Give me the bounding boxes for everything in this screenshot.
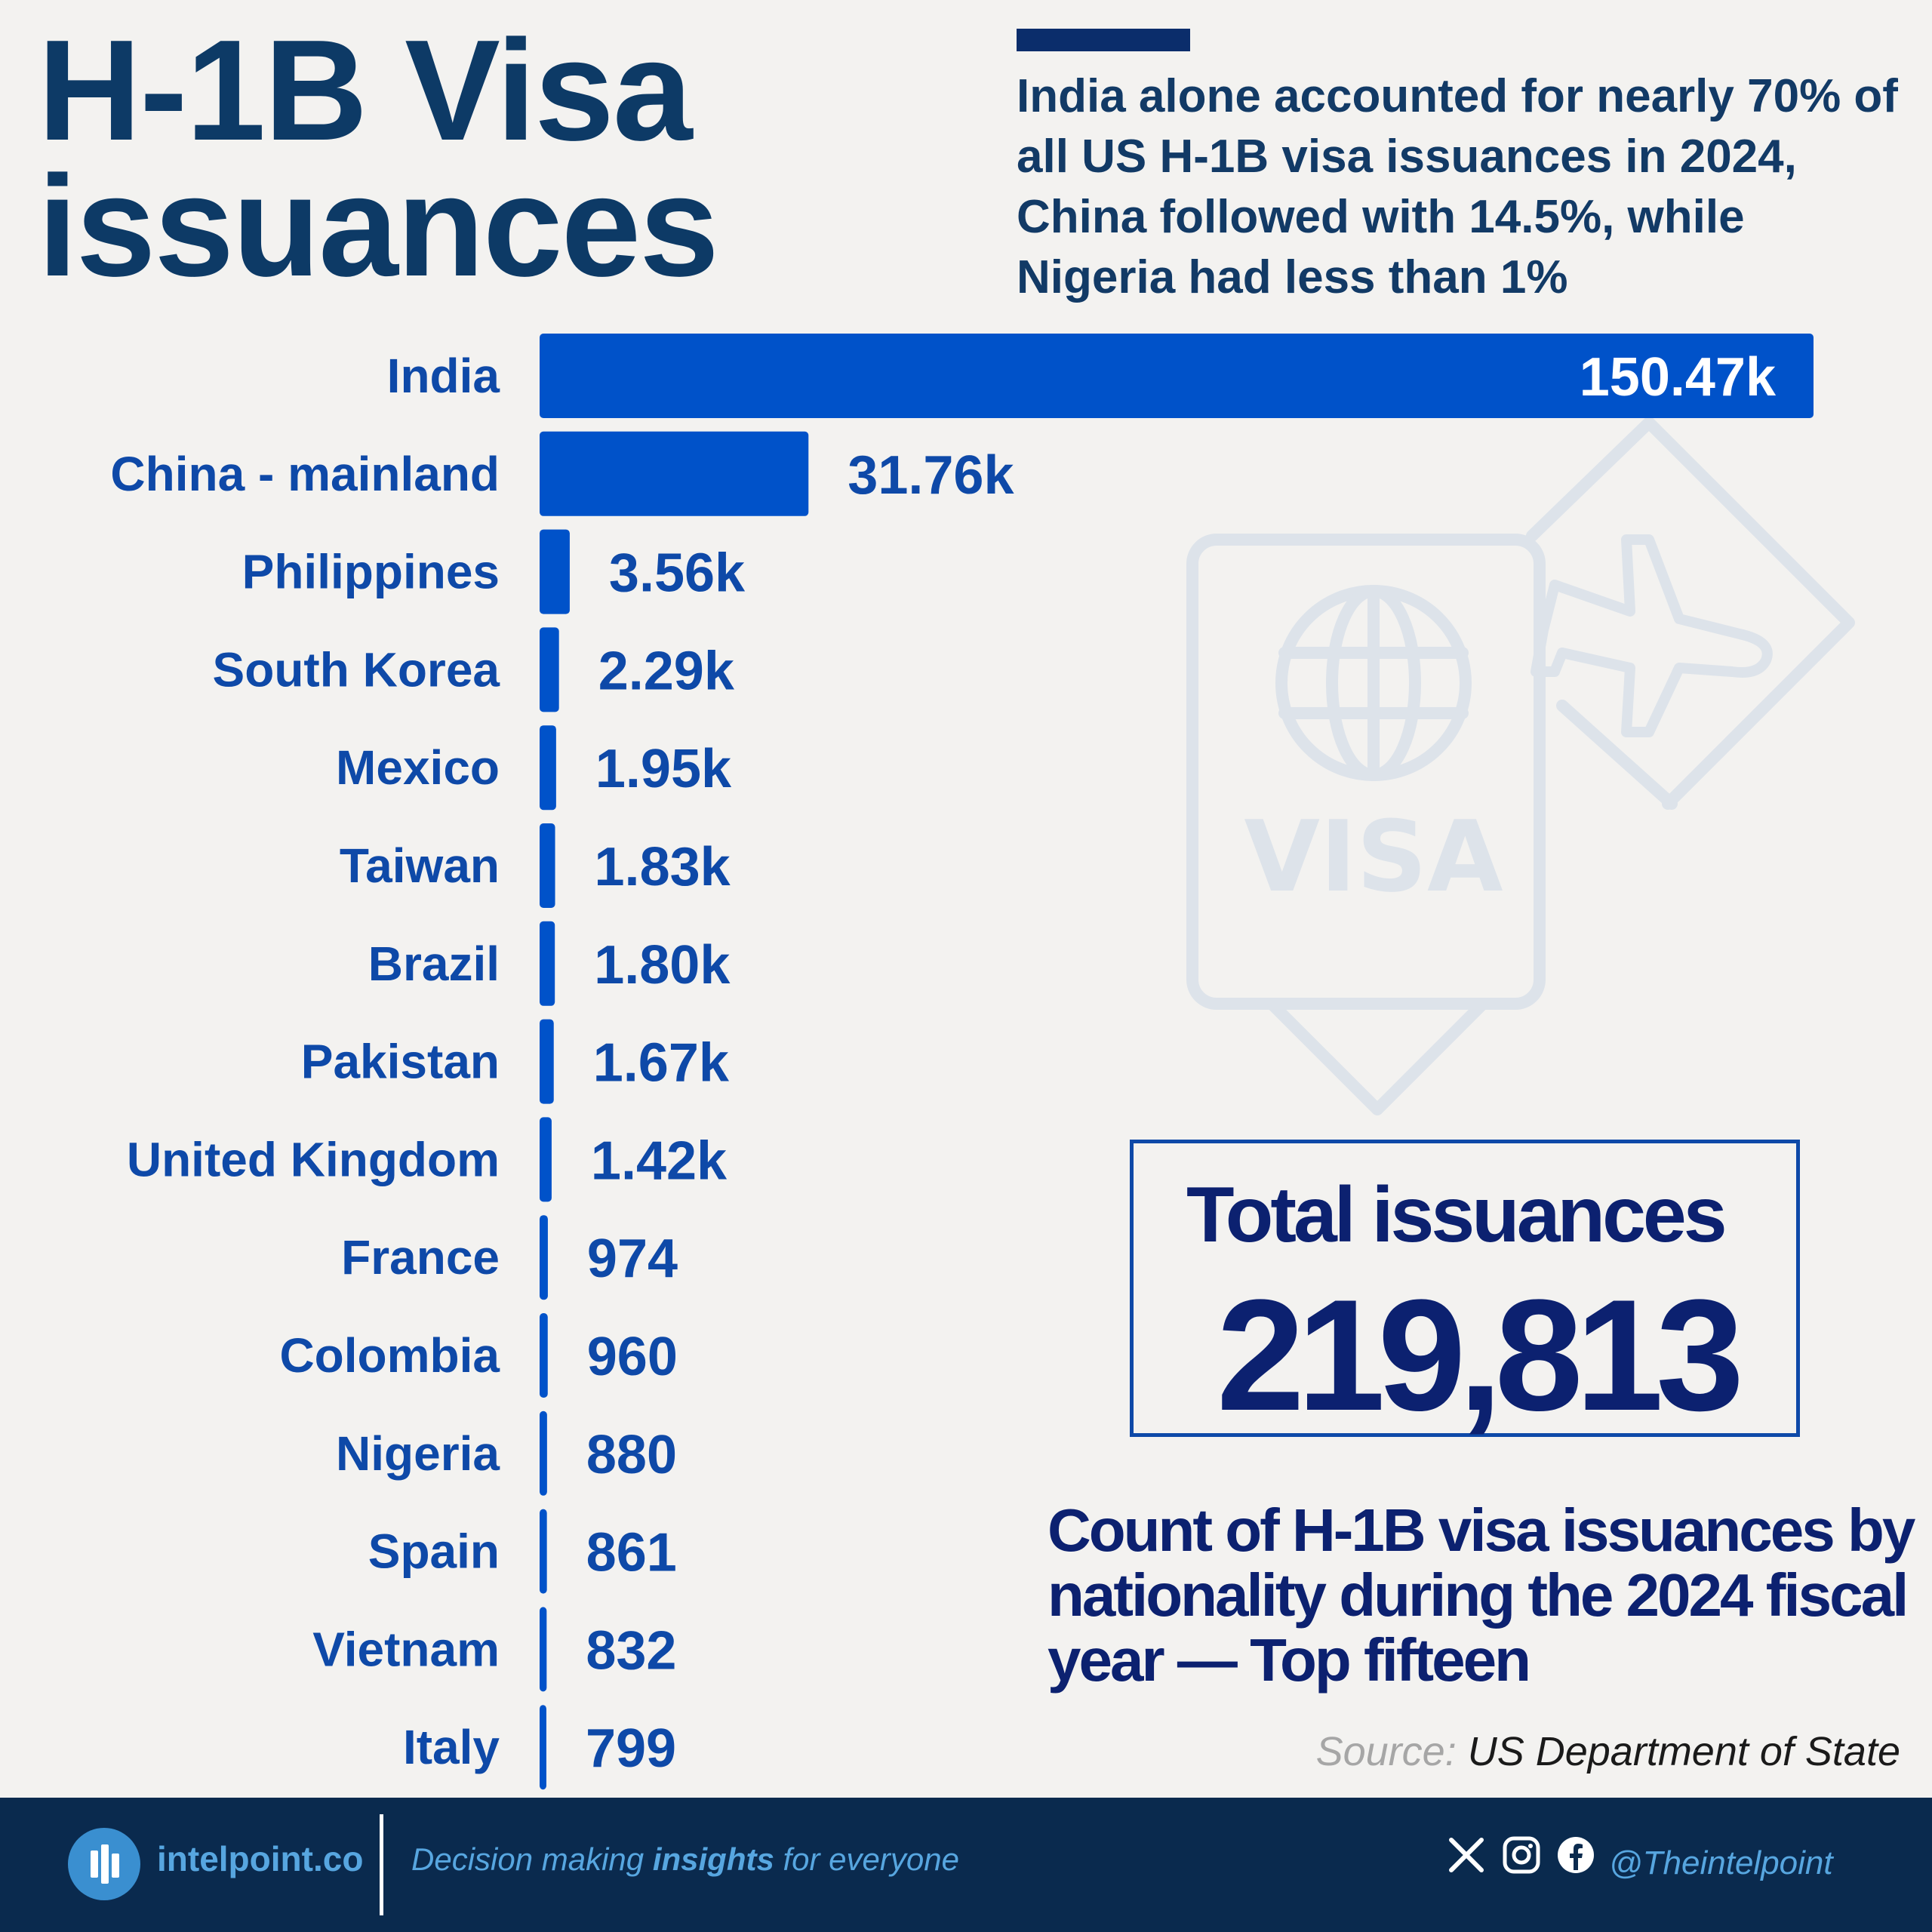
tagline-pre: Decision making <box>411 1841 653 1877</box>
value-label-united-kingdom: 1.42k <box>590 1131 728 1192</box>
title-line-1: H-1B Visa <box>38 11 691 171</box>
category-label-france: France <box>341 1230 500 1285</box>
globe-icon <box>1281 591 1466 775</box>
bar-philippines <box>540 530 570 614</box>
accent-bar <box>1017 29 1190 51</box>
instagram-icon[interactable] <box>1502 1835 1541 1875</box>
total-issuances-label: Total issuances <box>1186 1171 1724 1259</box>
category-label-brazil: Brazil <box>368 936 500 991</box>
total-issuances-value: 219,813 <box>1217 1266 1737 1444</box>
bar-italy <box>540 1705 546 1789</box>
bar-france <box>540 1215 548 1300</box>
category-label-philippines: Philippines <box>242 544 500 599</box>
bar-spain <box>540 1509 547 1594</box>
bar-brazil <box>540 921 555 1006</box>
page-title <box>38 11 718 306</box>
category-label-nigeria: Nigeria <box>336 1426 500 1481</box>
value-label-south-korea: 2.29k <box>598 641 734 702</box>
bar-mexico <box>540 725 556 810</box>
title-line-2: issuances <box>38 146 718 306</box>
social-handle[interactable]: @Theintelpoint <box>1609 1844 1833 1881</box>
value-label-pakistan: 1.67k <box>592 1032 729 1094</box>
facebook-icon[interactable] <box>1556 1835 1595 1875</box>
x-icon[interactable] <box>1447 1835 1486 1875</box>
ticket-bottom-outline <box>1272 1004 1483 1109</box>
category-label-vietnam: Vietnam <box>312 1622 500 1677</box>
category-label-italy: Italy <box>402 1720 500 1775</box>
total-issuances-box <box>1130 1140 1800 1444</box>
category-label-india: India <box>386 349 500 403</box>
source-note <box>1316 1728 1900 1775</box>
category-label-colombia: Colombia <box>279 1328 500 1383</box>
category-label-spain: Spain <box>368 1524 500 1579</box>
value-label-france: 974 <box>586 1229 678 1290</box>
value-label-spain: 861 <box>586 1522 677 1583</box>
ticket-outline-icon <box>1532 423 1849 804</box>
value-label-taiwan: 1.83k <box>594 837 731 897</box>
value-label-nigeria: 880 <box>586 1424 678 1485</box>
bar-taiwan <box>540 823 555 908</box>
category-label-united-kingdom: United Kingdom <box>126 1132 500 1187</box>
tagline-post: for everyone <box>774 1841 959 1877</box>
chart-caption: Count of H-1B visa issuances by nationality during the 2024 fiscal year — Top fifteen <box>1048 1497 1914 1694</box>
bar-china-mainland <box>540 432 808 516</box>
passport-watermark-icon <box>1177 423 1857 1117</box>
bar-pakistan <box>540 1020 554 1104</box>
subtitle: India alone accounted for nearly 70% of all US H-1B visa issuances in 2024, China followed with 14.5%, while Nigeria had less than 1% <box>1017 70 1898 303</box>
category-label-taiwan: Taiwan <box>339 838 500 893</box>
tagline <box>411 1841 959 1878</box>
source-value: US Department of State <box>1467 1729 1900 1774</box>
brand-link[interactable]: intelpoint.co <box>157 1839 364 1878</box>
category-label-mexico: Mexico <box>336 740 500 795</box>
value-label-china-mainland: 31.76k <box>848 445 1014 506</box>
category-label-south-korea: South Korea <box>212 642 500 697</box>
logo-bars-icon[interactable] <box>68 1828 140 1900</box>
bar-vietnam <box>540 1607 546 1691</box>
visa-watermark-text: VISA <box>1244 799 1503 914</box>
value-label-india: 150.47k <box>1579 347 1776 408</box>
value-label-brazil: 1.80k <box>594 934 731 995</box>
value-label-colombia: 960 <box>586 1327 678 1387</box>
bar-nigeria <box>540 1411 547 1496</box>
value-label-vietnam: 832 <box>586 1620 677 1681</box>
source-key: Source: <box>1315 1729 1457 1774</box>
category-label-china-mainland: China - mainland <box>110 446 500 501</box>
bar-colombia <box>540 1313 548 1398</box>
bar-united-kingdom <box>540 1117 552 1201</box>
category-label-pakistan: Pakistan <box>300 1034 500 1089</box>
value-label-philippines: 3.56k <box>608 543 746 604</box>
tagline-bold: insights <box>652 1841 774 1877</box>
value-label-mexico: 1.95k <box>595 739 732 800</box>
value-label-italy: 799 <box>585 1718 677 1780</box>
bar-south-korea <box>540 627 559 712</box>
footer-divider <box>380 1814 383 1915</box>
footer <box>0 1798 1932 1932</box>
airplane-icon <box>1536 540 1767 732</box>
